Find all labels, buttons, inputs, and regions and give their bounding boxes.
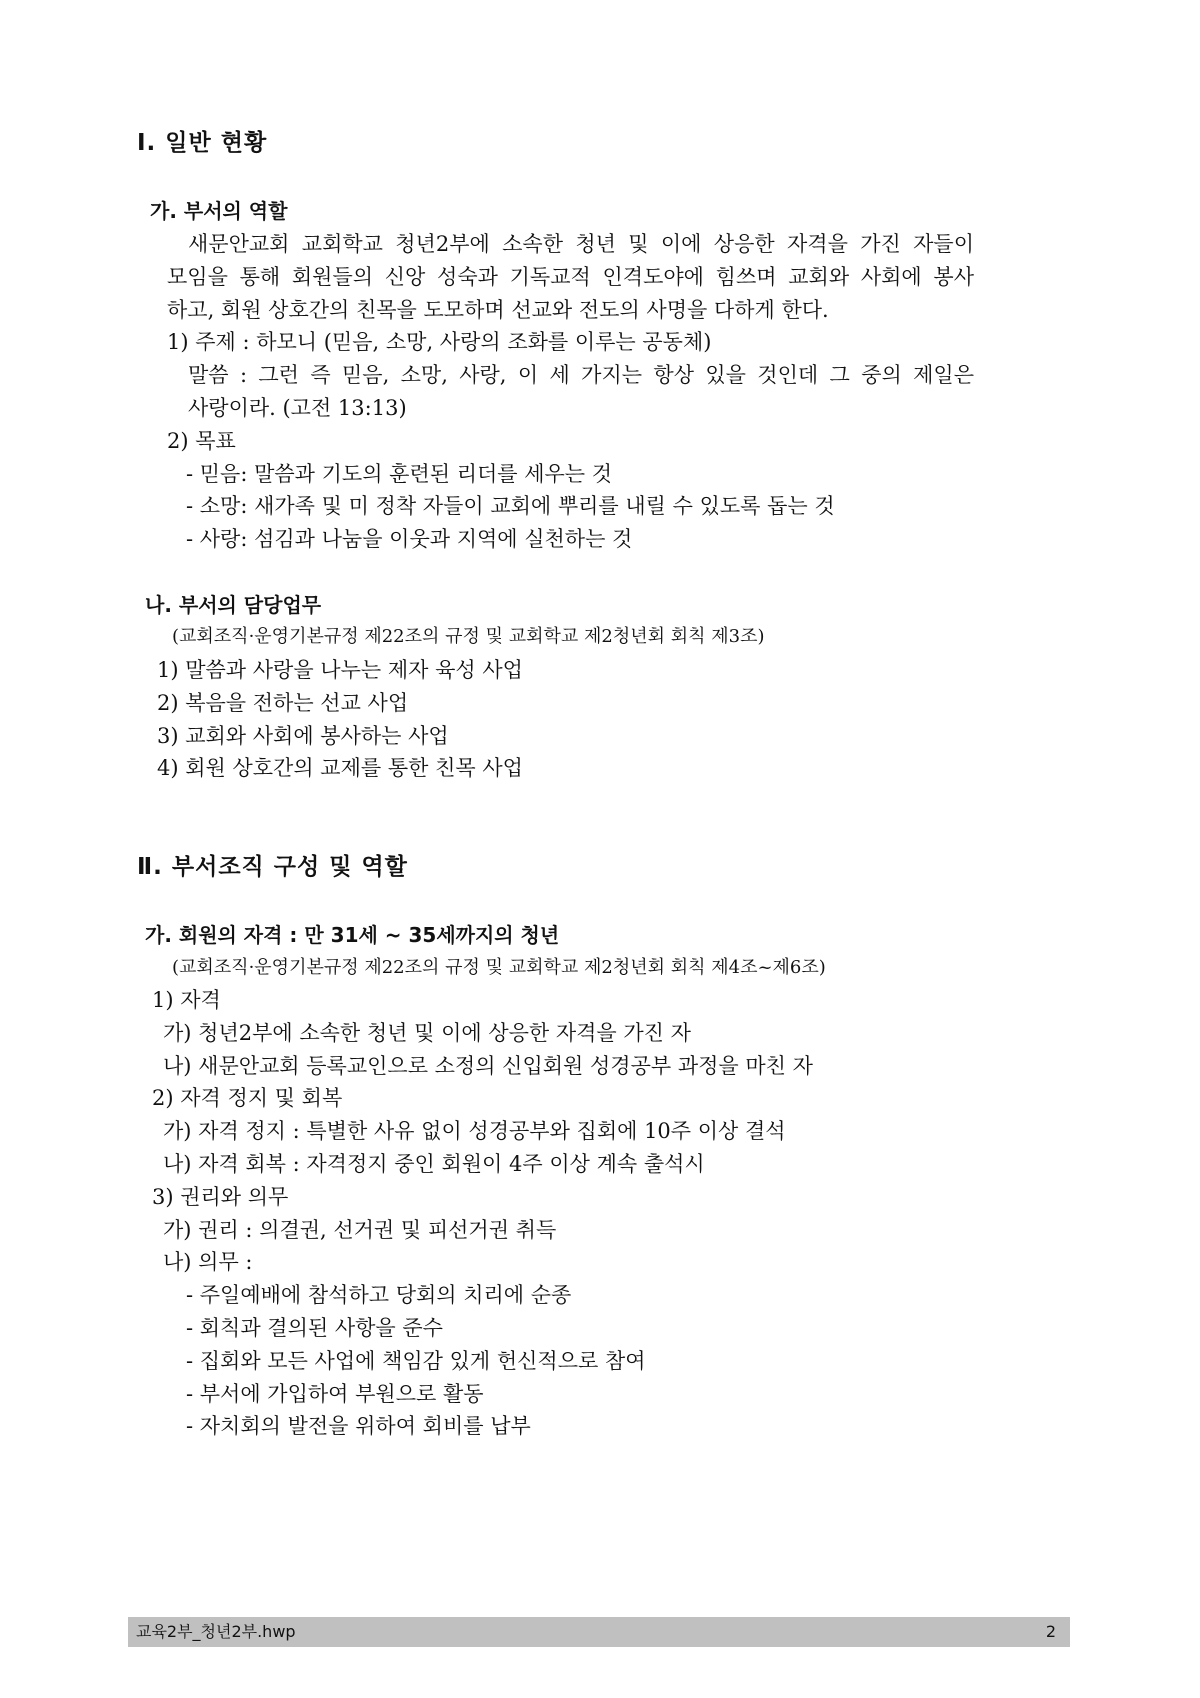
- duty-item: 2) 복음을 전하는 선교 사업: [157, 691, 409, 715]
- suspension-label: 2) 자격 정지 및 회복: [152, 1086, 343, 1110]
- qualification-label: 1) 자격: [152, 988, 221, 1012]
- reference-note: (교회조직·운영기본규정 제22조의 규정 및 교회학교 제2청년회 회칙 제4조~제6조): [172, 957, 826, 978]
- theme-line: 1) 주제 : 하모니 (믿음, 소망, 사랑의 조화를 이루는 공동체): [167, 330, 712, 354]
- goal-item: - 사랑: 섬김과 나눔을 이웃과 지역에 실천하는 것: [186, 527, 633, 551]
- suspension-item: 나) 자격 회복 : 자격정지 중인 회원이 4주 이상 계속 출석시: [163, 1152, 705, 1176]
- section-1b-title: 나. 부서의 담당업무: [145, 593, 322, 617]
- duty-line: - 회칙과 결의된 사항을 준수: [186, 1316, 443, 1340]
- rights-duties-label: 3) 권리와 의무: [152, 1185, 289, 1209]
- qualification-item: 가) 청년2부에 소속한 청년 및 이에 상응한 자격을 가진 자: [163, 1021, 691, 1045]
- role-paragraph-line: 하고, 회원 상호간의 친목을 도모하며 선교와 전도의 사명을 다하게 한다.: [167, 298, 829, 322]
- duty-line: - 자치회의 발전을 위하여 회비를 납부: [186, 1414, 531, 1438]
- duty-item: 3) 교회와 사회에 봉사하는 사업: [157, 724, 449, 748]
- duty-item: 4) 회원 상호간의 교제를 통한 친목 사업: [157, 756, 523, 780]
- duty-item: 1) 말씀과 사랑을 나누는 제자 육성 사업: [157, 658, 523, 682]
- footer-filename: 교육2부_청년2부.hwp: [136, 1622, 296, 1641]
- verse-line: 사랑이라. (고전 13:13): [188, 396, 407, 420]
- section-2a-title: 가. 회원의 자격 : 만 31세 ~ 35세까지의 청년: [145, 923, 560, 947]
- section-1-title: Ⅰ. 일반 현황: [137, 130, 268, 156]
- page-footer: [128, 1617, 1070, 1647]
- page-number: 2: [1045, 1622, 1056, 1641]
- suspension-item: 가) 자격 정지 : 특별한 사유 없이 성경공부와 집회에 10주 이상 결석: [163, 1119, 786, 1143]
- reference-note: (교회조직·운영기본규정 제22조의 규정 및 교회학교 제2청년회 회칙 제3조): [172, 626, 765, 647]
- duty-line: - 부서에 가입하여 부원으로 활동: [186, 1382, 484, 1406]
- goals-label: 2) 목표: [167, 429, 236, 453]
- duty-line: - 주일예배에 참석하고 당회의 치리에 순종: [186, 1283, 572, 1307]
- duty-line: - 집회와 모든 사업에 책임감 있게 헌신적으로 참여: [186, 1349, 646, 1373]
- verse-line: 말씀 : 그런 즉 믿음, 소망, 사랑, 이 세 가지는 항상 있을 것인데 그 중의 제일은: [188, 363, 974, 387]
- section-1a-title: 가. 부서의 역할: [150, 199, 288, 223]
- role-paragraph-line: 모임을 통해 회원들의 신앙 성숙과 기독교적 인격도야에 힘쓰며 교회와 사회에 봉사: [167, 265, 974, 289]
- section-2-title: Ⅱ. 부서조직 구성 및 역할: [137, 854, 408, 880]
- goal-item: - 믿음: 말씀과 기도의 훈련된 리더를 세우는 것: [186, 462, 613, 486]
- duties-label: 나) 의무 :: [163, 1250, 253, 1274]
- qualification-item: 나) 새문안교회 등록교인으로 소정의 신입회원 성경공부 과정을 마친 자: [163, 1054, 813, 1078]
- role-paragraph-line: 새문안교회 교회학교 청년2부에 소속한 청년 및 이에 상응한 자격을 가진 자들이: [188, 232, 974, 256]
- rights-item: 가) 권리 : 의결권, 선거권 및 피선거권 취득: [163, 1218, 557, 1242]
- goal-item: - 소망: 새가족 및 미 정착 자들이 교회에 뿌리를 내릴 수 있도록 돕는 것: [186, 494, 835, 518]
